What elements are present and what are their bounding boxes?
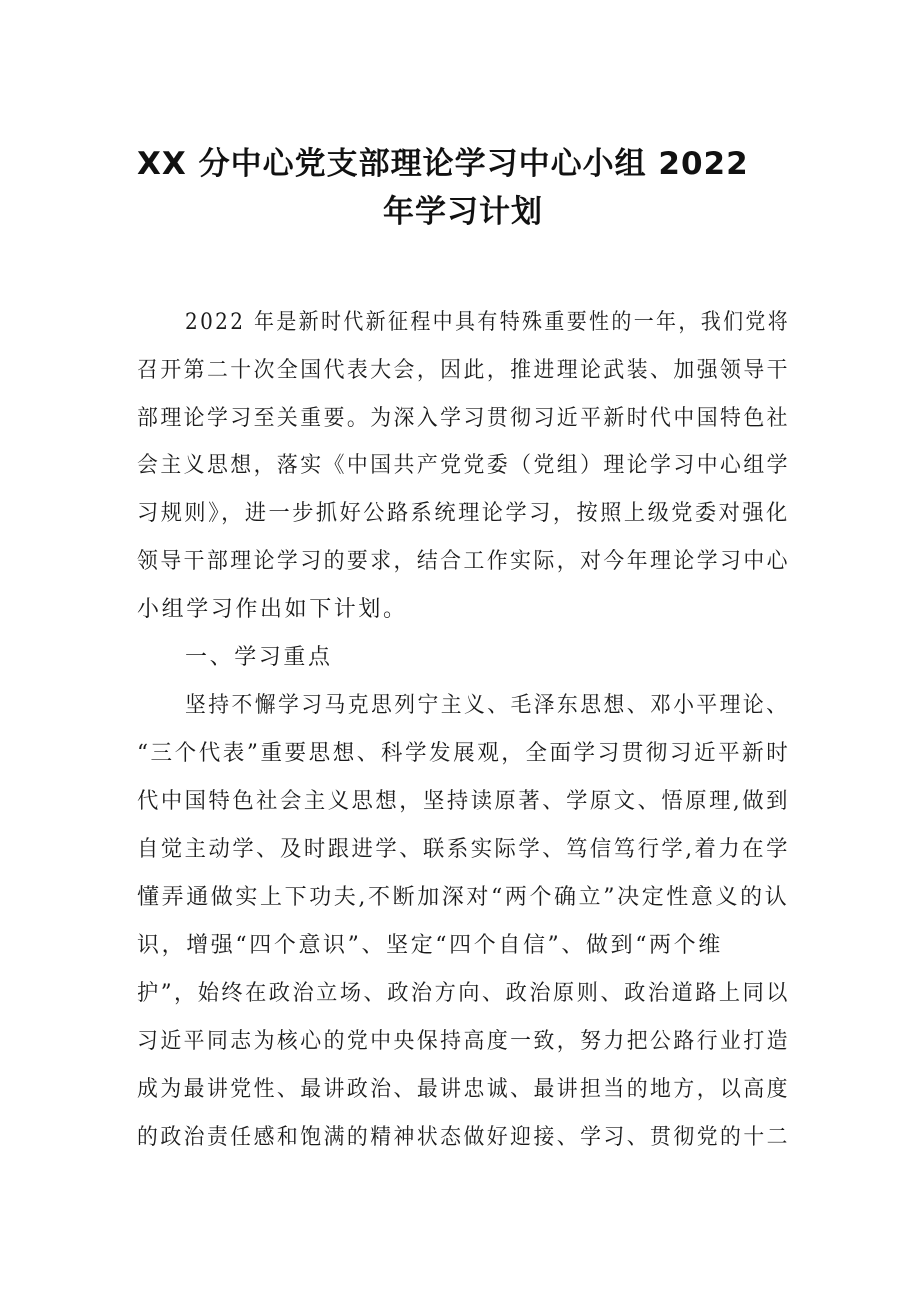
paragraph-line: 2022 年是新时代新征程中具有特殊重要性的一年，我们党将 <box>185 310 791 335</box>
paragraph-line: “三个代表”重要思想、科学发展观，全面学习贯彻习近平新时 <box>137 741 791 766</box>
paragraph-line: 小组学习作出如下计划。 <box>137 597 408 622</box>
paragraph-line: 部理论学习至关重要。为深入学习贯彻习近平新时代中国特色社 <box>137 406 790 431</box>
paragraph-line: 识，增强“四个意识”、坚定“四个自信”、做到“两个维 <box>137 933 723 958</box>
document-title-line-1: XX 分中心党支部理论学习中心小组 2022 <box>137 146 749 182</box>
paragraph-line: 自觉主动学、及时跟进学、联系实际学、笃信笃行学,着力在学 <box>137 837 790 862</box>
paragraph-line: 坚持不懈学习马克思列宁主义、毛泽东思想、邓小平理论、 <box>185 693 790 718</box>
paragraph-line: 习近平同志为核心的党中央保持高度一致，努力把公路行业打造 <box>137 1029 790 1054</box>
paragraph-line: 懂弄通做实上下功夫,不断加深对“两个确立”决定性意义的认 <box>137 885 790 910</box>
paragraph-line: 领导干部理论学习的要求，结合工作实际，对今年理论学习中心 <box>137 549 790 574</box>
paragraph-line: 召开第二十次全国代表大会，因此，推进理论武装、加强领导干 <box>137 358 790 383</box>
paragraph-line: 的政治责任感和饱满的精神状态做好迎接、学习、贯彻党的十二 <box>137 1125 790 1150</box>
section-heading: 一、学习重点 <box>185 645 333 670</box>
paragraph-line: 代中国特色社会主义思想，坚持读原著、学原文、悟原理,做到 <box>137 789 790 814</box>
paragraph-line: 会主义思想，落实《中国共产党党委（党组）理论学习中心组学 <box>137 453 790 478</box>
paragraph-line: 成为最讲党性、最讲政治、最讲忠诚、最讲担当的地方，以高度 <box>137 1077 790 1102</box>
paragraph-line: 护”，始终在政治立场、政治方向、政治原则、政治道路上同以 <box>137 981 790 1006</box>
document-title-line-2: 年学习计划 <box>383 194 543 230</box>
paragraph-line: 习规则》，进一步抓好公路系统理论学习，按照上级党委对强化 <box>137 501 790 526</box>
